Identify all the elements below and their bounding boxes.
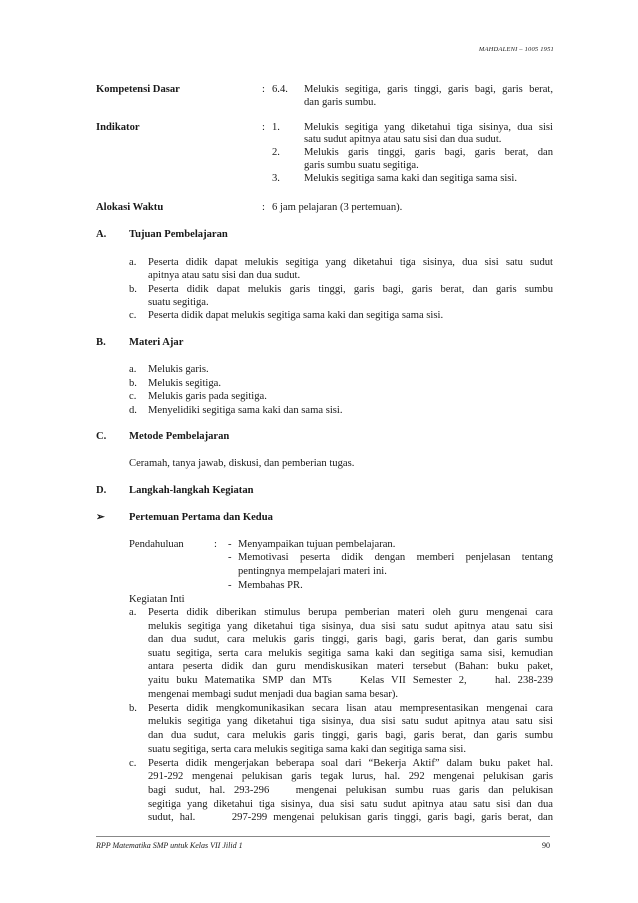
pendahuluan-label: Pendahuluan xyxy=(129,539,184,550)
alokasi-label: Alokasi Waktu xyxy=(96,202,164,213)
page-header: MAHDALENI – 1005 1951 xyxy=(478,46,554,53)
inti-item-line: segitiga yang diketahui tiga sisinya, dua sisi satu sudut apitnya atau satu sisi dan dua xyxy=(148,799,553,810)
list-marker: c. xyxy=(129,391,137,402)
indikator-colon: : xyxy=(262,122,265,133)
inti-item-line: dan dua sudut, cara melukis garis tinggi, garis bagi, garis berat, dan garis sumbu xyxy=(148,634,553,645)
inti-item-line: dan dua sudut, cara melukis garis tinggi, garis bagi, garis berat, dan garis sumbu xyxy=(148,730,553,741)
list-item-line: Melukis garis pada segitiga. xyxy=(148,391,267,402)
indikator-item-line: garis sumbu suatu segitiga. xyxy=(304,160,419,171)
list-item-line: suatu segitiga. xyxy=(148,297,209,308)
list-item-line: Peserta didik dapat melukis segitiga sama kaki dan segitiga sama sisi. xyxy=(148,310,444,321)
kegiatan-inti-label: Kegiatan Inti xyxy=(129,594,185,605)
inti-item-line: Peserta didik mengerjakan beberapa soal dari “Bekerja Aktif” dalam buku paket hal. xyxy=(148,758,553,769)
list-marker: b. xyxy=(129,703,137,714)
kompetensi-text-line-2: dan garis sumbu. xyxy=(304,97,377,108)
pendahuluan-item-line: Memotivasi peserta didik dengan memberi penjelasan tentang xyxy=(238,552,553,563)
indikator-item-line: satu sudut apitnya atau satu sisi dan dua sudut. xyxy=(304,134,502,145)
inti-item-line: mengenai membagi sudut menjadi dua bagian sama besar). xyxy=(148,689,399,700)
inti-item-line: melukis segitiga yang diketahui tiga sisinya, dua sisi satu sudut apitnya atau satu sisi xyxy=(148,716,553,727)
section-d-title: Langkah-langkah Kegiatan xyxy=(129,485,254,496)
indikator-item-line: Melukis garis tinggi, garis bagi, garis berat, dan xyxy=(304,147,553,158)
list-marker: a. xyxy=(129,607,137,618)
pendahuluan-item-line: pentingnya mempelajari materi ini. xyxy=(238,566,387,577)
inti-item-line: Peserta didik diberikan stimulus berupa pemberian materi oleh guru mengenai cara xyxy=(148,607,553,618)
inti-item-line: antara peserta didik dan guru mendiskusikan materi tersebut (Bahan: buku paket, xyxy=(148,661,553,672)
list-marker: b. xyxy=(129,378,137,389)
inti-item-line: yaitu buku Matematika SMP dan MTs Kelas VII Semester 2, hal. 238-239 xyxy=(148,675,553,686)
inti-item-line: bagi sudut, hal. 293-296 mengenai pelukisan sumbu ruas garis dan pelukisan xyxy=(148,785,553,796)
kompetensi-number: 6.4. xyxy=(272,84,288,95)
footer-divider xyxy=(96,836,550,837)
list-item-line: Peserta didik dapat melukis garis tinggi, garis bagi, garis berat, dan garis sumbu xyxy=(148,284,553,295)
dash-marker: - xyxy=(228,539,232,550)
indikator-item-number: 3. xyxy=(272,173,280,184)
section-d-letter: D. xyxy=(96,485,107,496)
page-number: 90 xyxy=(542,841,550,850)
inti-item-line: sudut, hal. 297-299 mengenai pelukisan garis tinggi, garis bagi, garis berat, dan xyxy=(148,812,553,823)
pertemuan-title: Pertemuan Pertama dan Kedua xyxy=(129,512,273,523)
list-item-line: Menyelidiki segitiga sama kaki dan sama sisi. xyxy=(148,405,343,416)
dash-marker: - xyxy=(228,552,232,563)
alokasi-value: 6 jam pelajaran (3 pertemuan). xyxy=(272,202,403,213)
pendahuluan-item-line: Menyampaikan tujuan pembelajaran. xyxy=(238,539,396,550)
section-a-title: Tujuan Pembelajaran xyxy=(129,229,228,240)
list-marker: a. xyxy=(129,257,137,268)
list-marker: c. xyxy=(129,758,137,769)
list-marker: a. xyxy=(129,364,137,375)
list-marker: d. xyxy=(129,405,137,416)
indikator-item-number: 1. xyxy=(272,122,280,133)
list-item-line: apitnya atau satu sisi dan dua sudut. xyxy=(148,270,301,281)
inti-item-line: suatu segitiga, serta cara melukis segitiga sama kaki dan segitiga sama sisi, kemudian xyxy=(148,648,553,659)
inti-item-line: melukis segitiga yang diketahui tiga sisinya, dua sisi satu sudut apitnya atau satu sisi xyxy=(148,621,553,632)
indikator-item-number: 2. xyxy=(272,147,280,158)
indikator-item-line: Melukis segitiga yang diketahui tiga sisinya, dua sisi xyxy=(304,122,553,133)
dash-marker: - xyxy=(228,580,232,591)
section-a-letter: A. xyxy=(96,229,107,240)
section-b-letter: B. xyxy=(96,337,106,348)
section-c-title: Metode Pembelajaran xyxy=(129,431,230,442)
list-marker: b. xyxy=(129,284,137,295)
inti-item-line: suatu segitiga, serta cara melukis segitiga sama kaki dan segitiga sama sisi. xyxy=(148,744,467,755)
pendahuluan-colon: : xyxy=(214,539,217,550)
kompetensi-text-line-1: Melukis segitiga, garis tinggi, garis bagi, garis berat, xyxy=(304,84,553,95)
list-item-line: Peserta didik dapat melukis segitiga yang diketahui tiga sisinya, dua sisi satu sudut xyxy=(148,257,553,268)
inti-item-line: 291-292 mengenai pelukisan garis tegak lurus, hal. 292 mengenai pelukisan garis xyxy=(148,771,553,782)
kompetensi-colon: : xyxy=(262,84,265,95)
indikator-label: Indikator xyxy=(96,122,140,133)
section-c-body: Ceramah, tanya jawab, diskusi, dan pemberian tugas. xyxy=(129,458,355,469)
list-item-line: Melukis garis. xyxy=(148,364,209,375)
inti-item-line: Peserta didik mengkomunikasikan secara lisan atau mempresentasikan mengenai cara xyxy=(148,703,553,714)
section-c-letter: C. xyxy=(96,431,107,442)
kompetensi-label: Kompetensi Dasar xyxy=(96,84,180,95)
footer-title: RPP Matematika SMP untuk Kelas VII Jilid 1 xyxy=(96,841,243,850)
pendahuluan-item-line: Membahas PR. xyxy=(238,580,303,591)
section-b-title: Materi Ajar xyxy=(129,337,184,348)
indikator-item-line: Melukis segitiga sama kaki dan segitiga sama sisi. xyxy=(304,173,518,184)
alokasi-colon: : xyxy=(262,202,265,213)
list-marker: c. xyxy=(129,310,137,321)
list-item-line: Melukis segitiga. xyxy=(148,378,221,389)
arrow-bullet-icon: ➢ xyxy=(96,512,105,523)
